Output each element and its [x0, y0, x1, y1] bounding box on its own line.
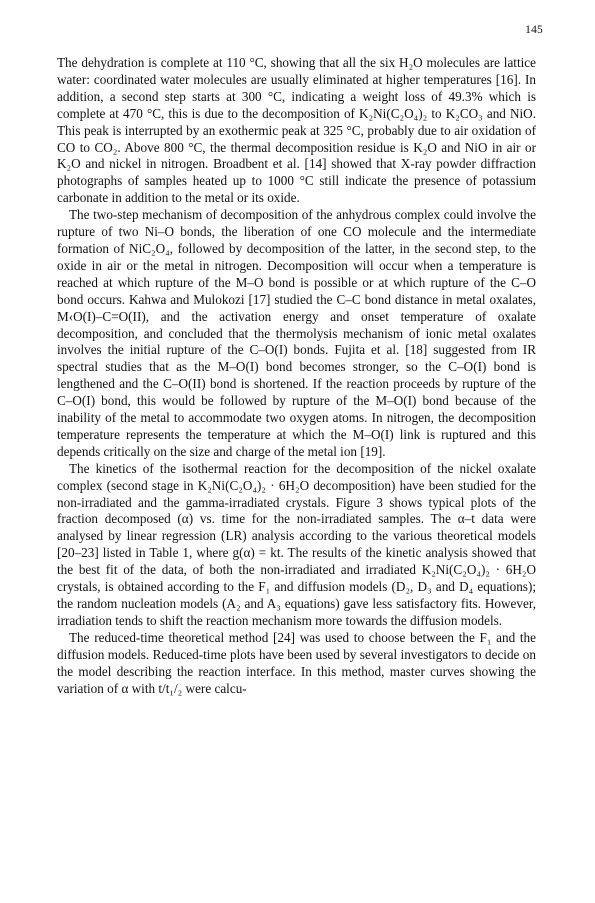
- paragraph-kinetics: The kinetics of the isothermal reaction for the decomposition of the nickel oxalate complex (second stage in K₂Ni(C₂O₄)₂ · 6H₂O decomposition) have been studied for the non-irradiated and the gamma-irradiated crystals. Figure 3 shows typical plots of the fraction decomposed (α) vs. time for the non-irradiated samples. The α–t data were analysed by linear regression (LR) analysis according to the various theoretical models [20–23] listed in Table 1, where g(α) = kt. The results of the kinetic analysis showed that the best fit of the data, of both the non-irradiated and irradiated K₂Ni(C₂O₄)₂ · 6H₂O crystals, is obtained according to the F₁ and diffusion models (D₂, D₃ and D₄ equations); the random nucleation models (A₂ and A₃ equations) gave less satisfactory fits. However, irradiation tends to shift the reaction mechanism more towards the diffusion models.: [57, 460, 536, 628]
- paragraph-reduced-time: The reduced-time theoretical method [24] was used to choose between the F₁ and the diffusion models. Reduced-time plots have been used by several investigators to decide on the model describing the reaction interface. In this method, master curves showing the variation of α with t/t₁/₂ were calcu-: [57, 629, 536, 696]
- body-text: [57, 55, 536, 697]
- page-number: 145: [525, 24, 543, 36]
- paragraph-mechanism: The two-step mechanism of decomposition of the anhydrous complex could involve the rupture of two Ni–O bonds, the liberation of one CO molecule and the intermediate formation of NiC₂O₄, followed by decomposition of the latter, in the second step, to the oxide in air or the metal in nitrogen. Decomposition will occur when a temperature is reached at which rupture of the M–O bond is possible or at which rupture of the C–O bond occurs. Kahwa and Mulokozi [17] studied the C–C bond distance in metal oxalates, M‹O(I)–C=O(II), and the activation energy and onset temperature of oxalate decomposition, and concluded that the thermolysis mechanism of ionic metal oxalates involves the initial rupture of the C–O(I) bonds. Fujita et al. [18] suggested from IR spectral studies that as the M–O(I) bond becomes stronger, so the C–O(I) bond is lengthened and the C–O(II) bond is shortened. If the reaction proceeds by rupture of the C–O(I) bond, this would be followed by rupture of the M–O(I) bond because of the inability of the metal to accommodate two oxygen atoms. In nitrogen, the decomposition temperature represents the temperature at which the M–O(I) link is ruptured and this depends critically on the size and charge of the metal ion [19].: [57, 207, 536, 459]
- paragraph-dehydration: The dehydration is complete at 110 °C, showing that all the six H₂O molecules are lattice water: coordinated water molecules are usually eliminated at higher temperatures [16]. In addition, a second step starts at 300 °C, indicating a weight loss of 49.3% which is complete at 470 °C, this is due to the decomposition of K₂Ni(C₂O₄)₂ to K₂CO₃ and NiO. This peak is interrupted by an exothermic peak at 325 °C, probably due to air oxidation of CO to CO₂. Above 800 °C, the thermal decomposition residue is K₂O and NiO in air or K₂O and nickel in nitrogen. Broadbent et al. [14] showed that X-ray powder diffraction photographs of samples heated up to 1000 °C still indicate the presence of potassium carbonate in addition to the metal or its oxide.: [57, 55, 536, 206]
